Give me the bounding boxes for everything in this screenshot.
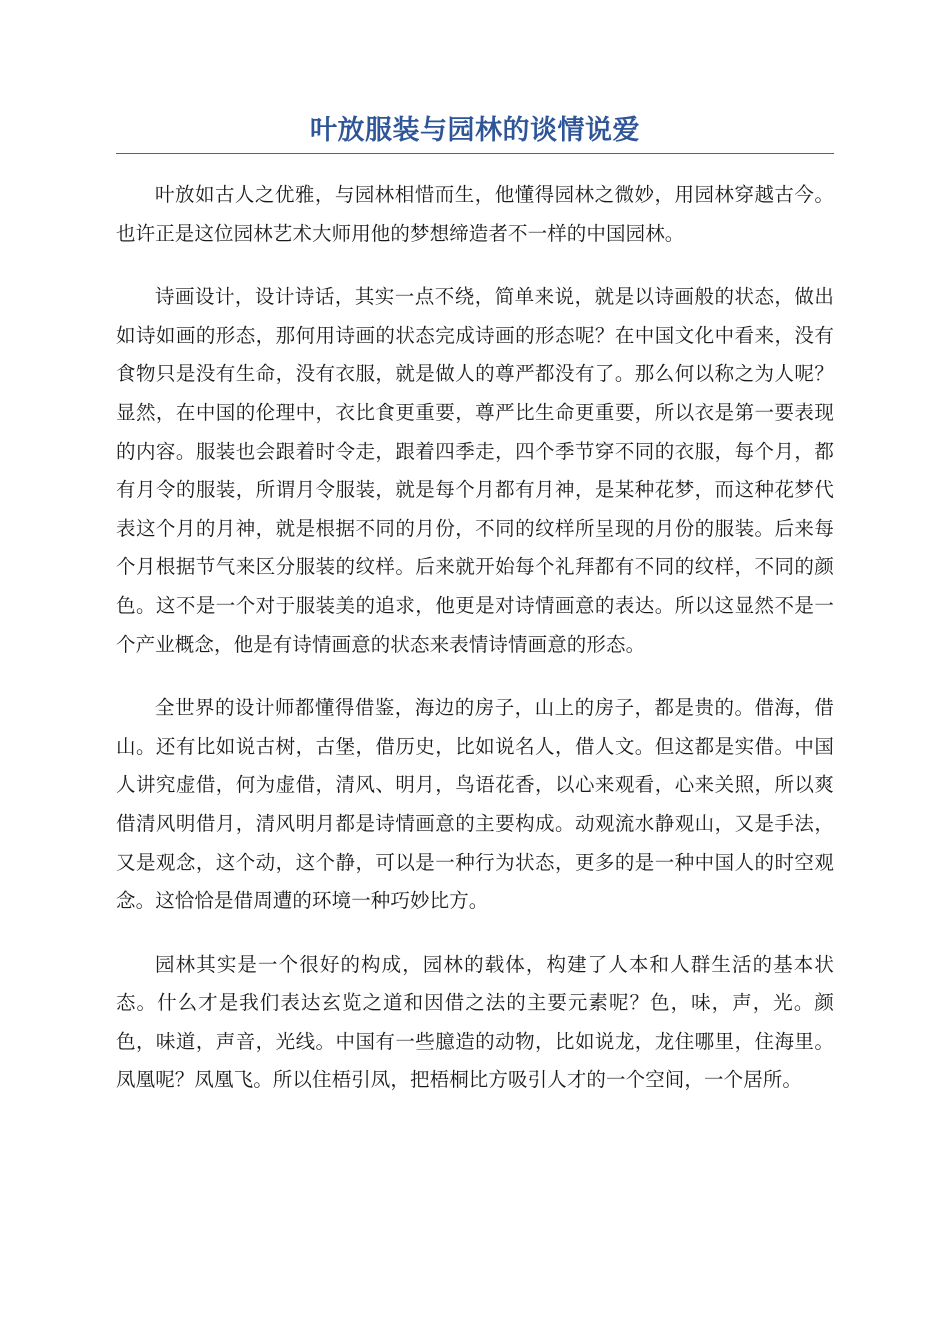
paragraph-3: 全世界的设计师都懂得借鉴，海边的房子，山上的房子，都是贵的。借海，借山。还有比如说古树，古堡，借历史，比如说名人，借人文。但这都是实借。中国人讲究虚借，何为虚借，清风、明月，鸟语花香，以心来观看，心来关照，所以爽借清风明借月，清风明月都是诗情画意的主要构成。动观流水静观山，又是手法，又是观念，这个动，这个静，可以是一种行为状态，更多的是一种中国人的时空观念。这恰恰是借周遭的环境一种巧妙比方。 xyxy=(116,696,834,913)
document-page xyxy=(116,112,834,1125)
paragraph-1: 叶放如古人之优雅，与园林相惜而生，他懂得园林之微妙，用园林穿越古今。也许正是这位园林艺术大师用他的梦想缔造者不一样的中国园林。 xyxy=(116,183,834,245)
paragraph-4: 园林其实是一个很好的构成，园林的载体，构建了人本和人群生活的基本状态。什么才是我们表达玄览之道和因借之法的主要元素呢？色，味，声，光。颜色，味道，声音，光线。中国有一些臆造的动物，比如说龙，龙住哪里，住海里。凤凰呢？凤凰飞。所以住梧引凤，把梧桐比方吸引人才的一个空间，一个居所。 xyxy=(116,952,834,1092)
paragraph-2: 诗画设计，设计诗话，其实一点不绕，简单来说，就是以诗画般的状态，做出如诗如画的形态，那何用诗画的状态完成诗画的形态呢？在中国文化中看来，没有食物只是没有生命，没有衣服，就是做人的尊严都没有了。那么何以称之为人呢？显然，在中国的伦理中，衣比食更重要，尊严比生命更重要，所以衣是第一要表现的内容。服装也会跟着时令走，跟着四季走，四个季节穿不同的衣服，每个月，都有月令的服装，所谓月令服装，就是每个月都有月神，是某种花梦，而这种花梦代表这个月的月神，就是根据不同的月份，不同的纹样所呈现的月份的服装。后来每个月根据节气来区分服装的纹样。后来就开始每个礼拜都有不同的纹样，不同的颜色。这不是一个对于服装美的追求，他更是对诗情画意的表达。所以这显然不是一个产业概念，他是有诗情画意的状态来表情诗情画意的形态。 xyxy=(116,285,834,656)
title-underline xyxy=(116,153,834,154)
document-title: 叶放服装与园林的谈情说爱 xyxy=(310,115,640,146)
